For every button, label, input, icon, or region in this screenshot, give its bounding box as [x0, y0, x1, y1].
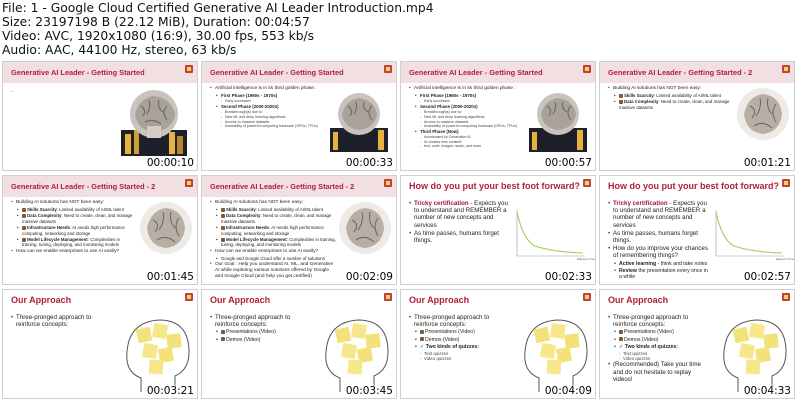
skills-text: : Limited availability of AI/ML talent [653, 93, 721, 98]
data-text: : Need to create, clean, and manage massive datasets [619, 99, 730, 110]
bullet: • Three-pronged approach to reinforce concepts: [210, 314, 306, 328]
thumbnail-tile[interactable] [2, 175, 198, 285]
thumbnail-grid [2, 61, 796, 399]
tricky-text: - Expects you to understand and REMEMBER a number of new concepts and services [613, 200, 707, 229]
slide-body [608, 200, 708, 281]
sub-bullet: - Breakthrough(s) due to: [210, 110, 330, 115]
slide-body [608, 314, 704, 384]
slide-body [11, 200, 135, 256]
model-label: Model Lifecycle Management [226, 237, 287, 243]
sub-bullet [409, 337, 505, 343]
skills-icon [221, 208, 225, 212]
slide-body [210, 86, 330, 129]
infra-label: Infrastructure Needs [27, 225, 70, 231]
timestamp: 00:04:33 [743, 385, 791, 397]
ai-brain-image-icon [121, 86, 187, 156]
sub-sub-bullet: - Text quizzes [608, 351, 704, 356]
quizzes-label: Two kinds of quizzes: [624, 343, 679, 350]
logo-icon [384, 65, 392, 73]
bullet: • Second Phase (2000-2020s) [210, 104, 330, 109]
ai-brain-image-icon [330, 88, 388, 152]
bullet: • Three-pronged approach to reinforce concepts: [608, 314, 704, 328]
logo-icon [583, 179, 591, 187]
thumbnail-tile[interactable] [599, 289, 795, 399]
timestamp: 00:01:21 [743, 157, 791, 169]
sub-bullet [608, 268, 708, 280]
sub-bullet [11, 237, 135, 248]
tricky-text: - Expects you to understand and REMEMBER a number of new concepts and services [414, 200, 508, 229]
sub-sub-bullet: - Video quizzes [608, 356, 704, 361]
slide-body [608, 86, 732, 111]
sub-bullet [608, 261, 708, 267]
thumbnail-tile[interactable] [2, 61, 198, 171]
bullet: • Our Goal : Help you understand AI, ML, and Generative AI while exploring various solutions offered by Google and Google Cloud (and help you get certified) [210, 262, 336, 280]
thumbnail-tile[interactable] [400, 175, 596, 285]
quizzes-label: Two kinds of quizzes: [425, 343, 480, 350]
bullet: • First Phase (1960s - 1970s) [409, 93, 529, 98]
sub-sub-bullet: - Video quizzes [409, 356, 505, 361]
thumbnail-tile[interactable] [201, 61, 397, 171]
thumbnail-tile[interactable] [400, 61, 596, 171]
thumbnail-tile[interactable] [201, 289, 397, 399]
bullet: • As time passes, humans forget things. [608, 230, 708, 244]
sub-bullet: - New ML and deep learning algorithms [210, 115, 330, 120]
forgetting-curve-icon [712, 206, 788, 264]
audio-line: Audio: AAC, 44100 Hz, stereo, 63 kb/s [2, 43, 237, 58]
slide-title: Generative AI Leader - Getting Started [11, 68, 145, 77]
sub-bullet: - Availability of powerful computing hardware (GPUs, TPUs) [210, 124, 330, 129]
timestamp: 00:02:09 [345, 271, 393, 283]
skills-label: Skills Scarcity [27, 207, 57, 212]
tricky-label: Tricky certification [613, 200, 668, 207]
bullet: • How do you improve your chances of remembering things? [608, 245, 708, 259]
infra-text: : AI needs high performance computing, networking and storage [221, 225, 324, 236]
slide-title: Generative AI Leader - Getting Started - 2 [11, 182, 156, 191]
logo-icon [185, 179, 193, 187]
thumbnail-tile[interactable] [201, 175, 397, 285]
data-label: Data Complexity [624, 99, 659, 105]
logo-icon [384, 179, 392, 187]
slide-title: Our Approach [409, 295, 470, 305]
logo-icon [782, 179, 790, 187]
timestamp: 00:00:57 [544, 157, 592, 169]
check-icon: ✓ [619, 343, 625, 350]
infra-text: : AI needs high performance computing, networking and storage [22, 225, 125, 236]
file-info-header [0, 0, 798, 59]
sub-bullet [210, 329, 306, 335]
slide-title: Generative AI Leader - Getting Started - 2 [210, 182, 355, 191]
model-icon [221, 238, 225, 242]
thumbnail-tile[interactable] [400, 289, 596, 399]
logo-icon [782, 65, 790, 73]
slide-title: How do you put your best foot forward? [409, 181, 580, 191]
demo-icon [221, 337, 225, 341]
axis-label: Elapsed Time [577, 257, 596, 261]
review-text: the presentation every once in a while [619, 267, 708, 281]
timestamp: 00:03:45 [345, 385, 393, 397]
sub-bullet [608, 329, 704, 335]
infra-label: Infrastructure Needs [226, 225, 269, 231]
thumbnail-tile[interactable] [2, 289, 198, 399]
demos-label: Demos (Video) [624, 336, 659, 343]
slide-body [409, 200, 509, 245]
presentations-label: Presentations (Video) [425, 329, 475, 336]
sub-bullet: - Availability of powerful computing hardware (GPUs, TPUs) [409, 124, 529, 129]
timestamp: 00:00:10 [146, 157, 194, 169]
thumbnail-tile[interactable] [599, 175, 795, 285]
data-icon [619, 100, 623, 104]
active-text: - think and take notes [656, 260, 708, 267]
model-text: : Complexities in training, tuning, deploying, and monitoring models [22, 237, 120, 248]
skills-text: : Limited availability of AI/ML talent [56, 207, 124, 212]
bullet: • Building AI solutions has NOT been easy: [210, 200, 336, 206]
data-icon [221, 214, 225, 218]
head-sticky-notes-icon [119, 312, 195, 396]
timestamp: 00:02:57 [743, 271, 791, 283]
bullet: • (Recommended) Take your time and do not hesitate to replay videos! [608, 361, 704, 383]
slide-body [11, 314, 107, 329]
slide-title: Generative AI Leader - Getting Started - 2 [608, 68, 753, 77]
skills-label: Skills Scarcity [624, 93, 654, 98]
bullet [409, 200, 509, 229]
review-label: Review [619, 267, 637, 274]
sub-bullet [210, 207, 336, 212]
bullet: • How can we enable enterprises to use AI easily? [210, 249, 336, 255]
skills-label: Skills Scarcity [226, 207, 256, 212]
demo-icon [420, 337, 424, 341]
file-line: File: 1 - Google Cloud Certified Generative AI Leader Introduction.mp4 [2, 1, 434, 15]
sub-bullet: - Access to massive datasets [210, 120, 330, 125]
demos-label: Demos (Video) [425, 336, 460, 343]
bullet: • Second Phase (2000-2020s) [409, 104, 529, 109]
bullet: • Artificial intelligence is in its third golden phase : [210, 86, 330, 92]
sub-bullet [210, 213, 336, 224]
sub-bullet [409, 344, 505, 350]
sub-bullet: - Early successes [409, 99, 529, 104]
logo-icon [782, 293, 790, 301]
slide-body [409, 314, 505, 361]
sub-bullet [608, 99, 732, 110]
slide-body [210, 314, 306, 344]
sub-bullet [11, 225, 135, 236]
bullet: • Third Phase (Now) [409, 129, 529, 134]
demo-icon [619, 337, 623, 341]
model-label: Model Lifecycle Management [27, 237, 88, 243]
video-line: Video: AVC, 1920x1080 (16:9), 30.00 fps, 553 kb/s [2, 29, 315, 44]
bullet: • Building AI solutions has NOT been easy: [608, 86, 732, 92]
bullet: • First Phase (1960s - 1970s) [210, 93, 330, 98]
logo-icon [384, 293, 392, 301]
sub-bullet: - Access to massive datasets [409, 120, 529, 125]
data-label: Data Complexity [27, 213, 62, 219]
slide-title: How do you put your best foot forward? [608, 181, 779, 191]
sub-bullet: - Accelerated by Generative AI [409, 135, 529, 140]
sub-bullet [409, 329, 505, 335]
model-icon [22, 238, 26, 242]
brain-network-icon [736, 86, 790, 142]
model-text: : Complexities in training, tuning, deploying, and monitoring models [221, 237, 336, 248]
sub-bullet [210, 225, 336, 236]
timestamp: 00:01:45 [146, 271, 194, 283]
sub-bullet [210, 337, 306, 343]
timestamp: 00:04:09 [544, 385, 592, 397]
sub-sub-bullet: - Text quizzes [409, 351, 505, 356]
head-sticky-notes-icon [716, 312, 792, 396]
logo-icon [583, 293, 591, 301]
slide-body [210, 200, 336, 281]
presentation-icon [420, 330, 424, 334]
sub-bullet [608, 344, 704, 350]
infra-icon [22, 226, 26, 230]
bullet: • Three-pronged approach to reinforce concepts: [409, 314, 505, 328]
logo-icon [583, 65, 591, 73]
check-icon: ✓ [420, 343, 426, 350]
head-sticky-notes-icon [517, 312, 593, 396]
presentations-label: Presentations (Video) [624, 329, 674, 336]
slide-title: Our Approach [11, 295, 72, 305]
slide-title: Our Approach [210, 295, 271, 305]
timestamp: 00:00:33 [345, 157, 393, 169]
sub-bullet: - text, code, images, audio, and more [409, 144, 529, 149]
bullet: • How can we enable enterprises to use AI easily? [11, 249, 135, 255]
skills-icon [22, 208, 26, 212]
timestamp: 00:02:33 [544, 271, 592, 283]
sub-bullet [11, 213, 135, 224]
presentation-icon [221, 330, 225, 334]
slide-body [409, 86, 529, 149]
data-text: : Need to create, clean, and manage massive datasets [221, 213, 332, 224]
bullet: • Building AI solutions has NOT been easy: [11, 200, 135, 206]
forgetting-curve-icon [513, 206, 589, 264]
demos-label: Demos (Video) [226, 336, 261, 343]
bullet [608, 200, 708, 229]
sub-bullet [210, 237, 336, 248]
active-label: Active learning [619, 260, 657, 267]
skills-icon [619, 94, 623, 98]
data-label: Data Complexity [226, 213, 261, 219]
sub-bullet [11, 207, 135, 212]
slide-title: Generative AI Leader - Getting Started [409, 68, 543, 77]
sub-bullet: - AI creates new content! [409, 140, 529, 145]
slide-title: Our Approach [608, 295, 669, 305]
brain-network-icon [338, 200, 392, 256]
sub-bullet: - Breakthrough(s) due to: [409, 110, 529, 115]
timestamp: 00:03:21 [146, 385, 194, 397]
brain-network-icon [139, 200, 193, 256]
skills-text: : Limited availability of AI/ML talent [255, 207, 323, 212]
size-line: Size: 23197198 B (22.12 MiB), Duration: 00:04:57 [2, 15, 310, 30]
sub-bullet: - Early successes [210, 99, 330, 104]
bullet-dot: . [11, 88, 13, 94]
bullet: • Artificial intelligence is in its third golden phase : [409, 86, 529, 92]
ai-brain-image-icon [529, 88, 587, 152]
logo-icon [185, 293, 193, 301]
sub-bullet: • Google and Google Cloud offer a number of solutions [210, 256, 336, 261]
data-text: : Need to create, clean, and manage massive datasets [22, 213, 133, 224]
tricky-label: Tricky certification [414, 200, 469, 207]
head-sticky-notes-icon [318, 312, 394, 396]
sub-bullet [608, 337, 704, 343]
presentation-icon [619, 330, 623, 334]
data-icon [22, 214, 26, 218]
presentations-label: Presentations (Video) [226, 329, 276, 336]
infra-icon [221, 226, 225, 230]
thumbnail-tile[interactable] [599, 61, 795, 171]
bullet: • As time passes, humans forget things. [409, 230, 509, 244]
bullet: • Three-pronged approach to reinforce concepts: [11, 314, 107, 328]
sub-bullet [608, 93, 732, 98]
logo-icon [185, 65, 193, 73]
slide-title: Generative AI Leader - Getting Started [210, 68, 344, 77]
axis-label: Elapsed Time [776, 257, 795, 261]
sub-bullet: - New ML and deep learning algorithms [409, 115, 529, 120]
